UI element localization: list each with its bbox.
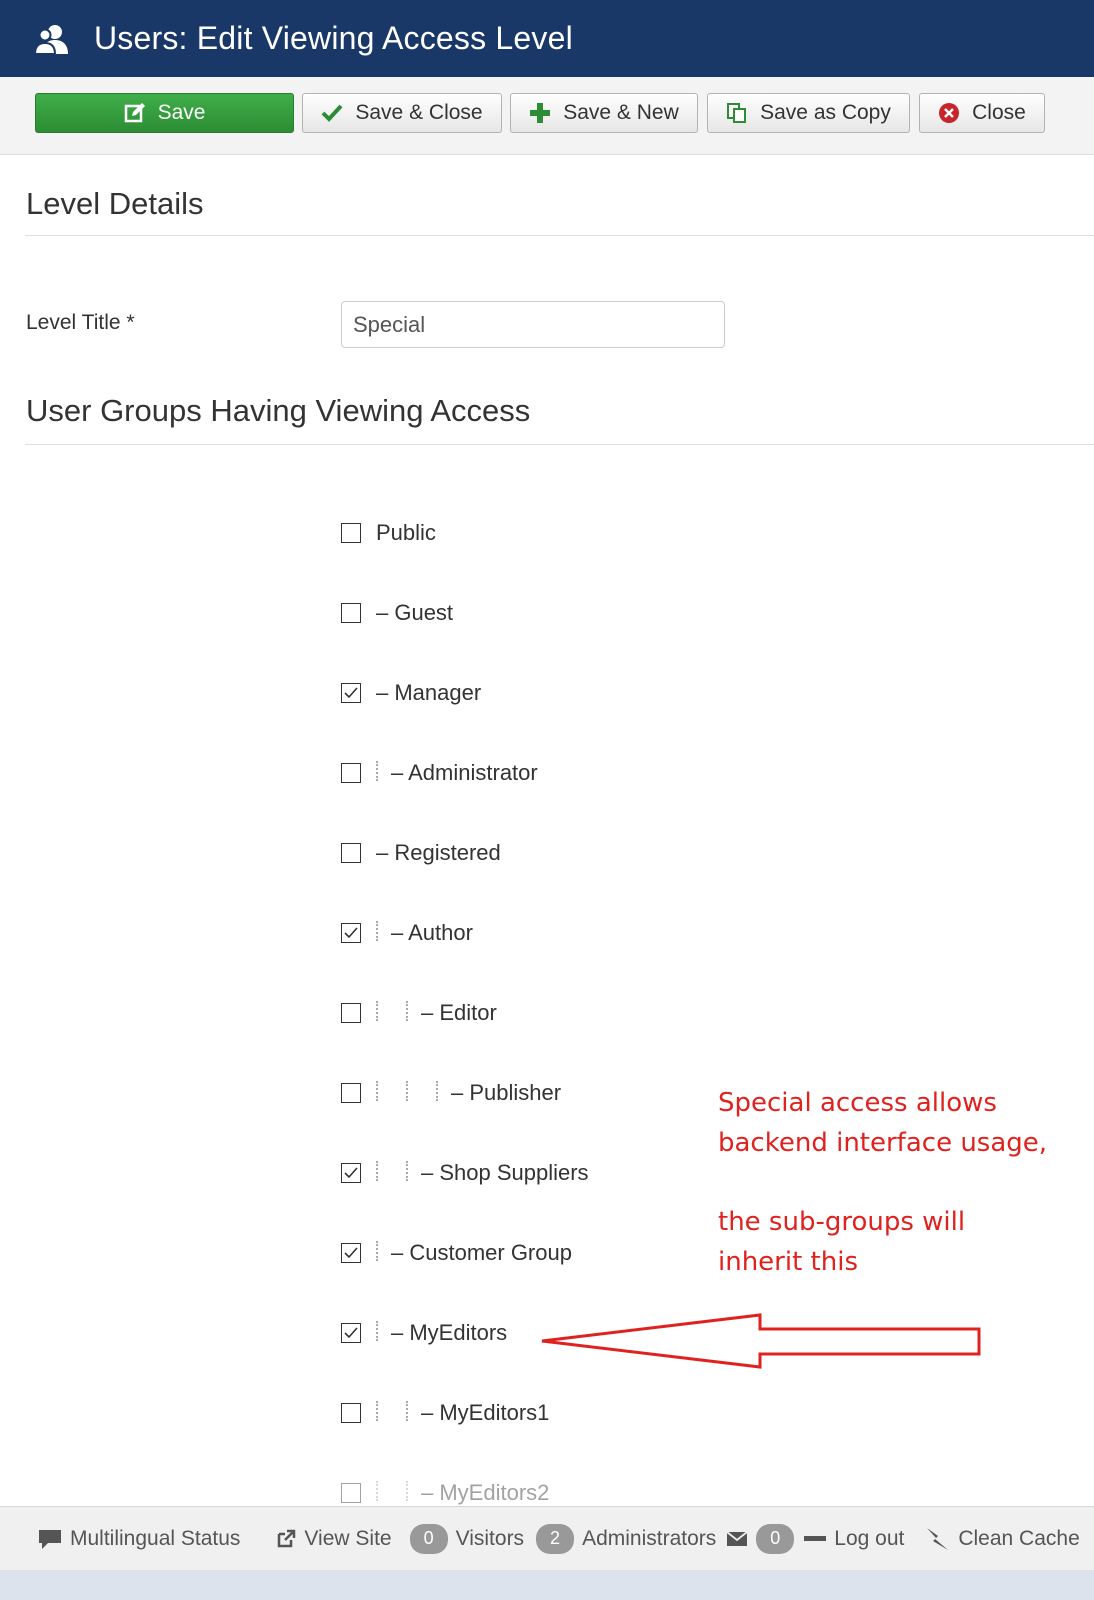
page-header [0, 0, 1094, 77]
messages-indicator[interactable] [726, 1524, 802, 1554]
view-site-link[interactable] [276, 1527, 391, 1551]
group-row-administrator[interactable] [341, 758, 538, 788]
plus-icon [529, 102, 551, 124]
level-title-label: Level Title * [26, 311, 135, 334]
indent-guide [376, 999, 406, 1021]
group-label: – Shop Suppliers [421, 1160, 589, 1185]
group-checkbox[interactable] [341, 1403, 361, 1423]
indent-guide [436, 1079, 466, 1101]
group-row-publisher[interactable] [341, 1078, 561, 1108]
group-row-myeditors[interactable] [341, 1318, 507, 1348]
save-close-button[interactable] [302, 93, 502, 133]
edit-icon [124, 102, 146, 124]
group-checkbox[interactable] [341, 1483, 361, 1503]
close-label: Close [972, 101, 1026, 124]
indent-guide [376, 1399, 406, 1421]
save-close-label: Save & Close [355, 101, 483, 124]
annotation-line: inherit this [718, 1247, 858, 1277]
indent-guide [406, 1079, 436, 1101]
annotation-line: Special access allows [718, 1088, 997, 1118]
user-groups-heading: User Groups Having Viewing Access [26, 393, 531, 428]
indent-guide [376, 1159, 406, 1181]
administrators-badge: 2 [536, 1524, 574, 1554]
close-button[interactable] [919, 93, 1045, 133]
group-row-myeditors2[interactable] [341, 1478, 549, 1508]
annotation-line: the sub-groups will [718, 1207, 966, 1237]
level-title-input[interactable] [341, 301, 725, 348]
multilingual-status-label: Multilingual Status [70, 1526, 241, 1550]
logout-label: Log out [834, 1526, 905, 1550]
group-label: – Registered [376, 840, 501, 865]
group-checkbox[interactable] [341, 1243, 361, 1263]
group-row-public[interactable] [341, 518, 436, 548]
group-label: – Guest [376, 600, 454, 625]
administrators-label: Administrators [582, 1526, 717, 1550]
annotation-line: backend interface usage, [718, 1128, 1048, 1158]
copy-icon [726, 102, 748, 124]
divider [25, 444, 1094, 445]
save-new-button[interactable] [510, 93, 698, 133]
group-label: – Editor [421, 1000, 497, 1025]
visitors-badge: 0 [410, 1524, 448, 1554]
group-checkbox[interactable] [341, 683, 361, 703]
divider [25, 235, 1094, 236]
group-label: Public [376, 520, 436, 545]
group-label: – MyEditors1 [421, 1400, 550, 1425]
group-checkbox[interactable] [341, 1323, 361, 1343]
external-link-icon [276, 1529, 296, 1549]
group-checkbox[interactable] [341, 1163, 361, 1183]
group-checkbox[interactable] [341, 843, 361, 863]
visitors-label: Visitors [455, 1526, 525, 1550]
checkmark-icon [321, 104, 343, 122]
save-button-label: Save [157, 101, 206, 124]
indent-guide [376, 1079, 406, 1101]
status-bar [0, 1506, 1094, 1570]
group-checkbox[interactable] [341, 603, 361, 623]
group-label: – Customer Group [391, 1240, 572, 1265]
annotation-text [718, 1202, 965, 1282]
group-label: – Author [391, 920, 473, 945]
group-row-shop-suppliers[interactable] [341, 1158, 589, 1188]
indent-guide [406, 1479, 436, 1501]
close-icon [938, 102, 960, 124]
group-row-editor[interactable] [341, 998, 497, 1028]
visitors-indicator[interactable] [410, 1524, 524, 1554]
save-as-copy-label: Save as Copy [760, 101, 891, 124]
group-row-myeditors1[interactable] [341, 1398, 549, 1428]
indent-guide [376, 1239, 406, 1261]
group-checkbox[interactable] [341, 523, 361, 543]
comment-icon [38, 1528, 62, 1550]
lightning-icon [924, 1526, 950, 1552]
group-row-customer-group[interactable] [341, 1238, 572, 1268]
group-row-manager[interactable] [341, 678, 481, 708]
group-row-guest[interactable] [341, 598, 453, 628]
logout-link[interactable] [804, 1527, 904, 1551]
administrators-indicator[interactable] [536, 1524, 716, 1554]
level-details-heading: Level Details [26, 186, 204, 221]
indent-guide [406, 1399, 436, 1421]
group-checkbox[interactable] [341, 923, 361, 943]
indent-guide [376, 919, 406, 941]
group-checkbox[interactable] [341, 763, 361, 783]
page-title: Users: Edit Viewing Access Level [94, 20, 573, 56]
annotation-text [718, 1083, 1047, 1163]
clean-cache-link[interactable] [924, 1526, 1079, 1552]
group-label: – Administrator [391, 760, 538, 785]
group-label: – MyEditors [391, 1320, 508, 1345]
indent-guide [376, 1479, 406, 1501]
indent-guide [406, 1159, 436, 1181]
messages-badge: 0 [756, 1524, 794, 1554]
save-button[interactable] [35, 93, 294, 133]
group-row-author[interactable] [341, 918, 473, 948]
indent-guide [376, 759, 406, 781]
group-label: – Publisher [451, 1080, 562, 1105]
view-site-label: View Site [304, 1526, 392, 1550]
indent-guide [406, 999, 436, 1021]
multilingual-status-link[interactable] [38, 1527, 240, 1551]
group-checkbox[interactable] [341, 1083, 361, 1103]
save-new-label: Save & New [563, 101, 679, 124]
annotation-arrow [530, 1310, 990, 1370]
indent-guide [376, 1319, 406, 1341]
save-as-copy-button[interactable] [707, 93, 910, 133]
group-row-registered[interactable] [341, 838, 501, 868]
clean-cache-label: Clean Cache [958, 1526, 1080, 1550]
envelope-icon [726, 1531, 748, 1547]
group-label: – MyEditors2 [421, 1480, 550, 1505]
group-checkbox[interactable] [341, 1003, 361, 1023]
users-icon [32, 19, 72, 59]
window-bottom-edge [0, 1570, 1094, 1600]
minus-icon [804, 1535, 826, 1543]
toolbar [0, 77, 1094, 155]
group-label: – Manager [376, 680, 482, 705]
